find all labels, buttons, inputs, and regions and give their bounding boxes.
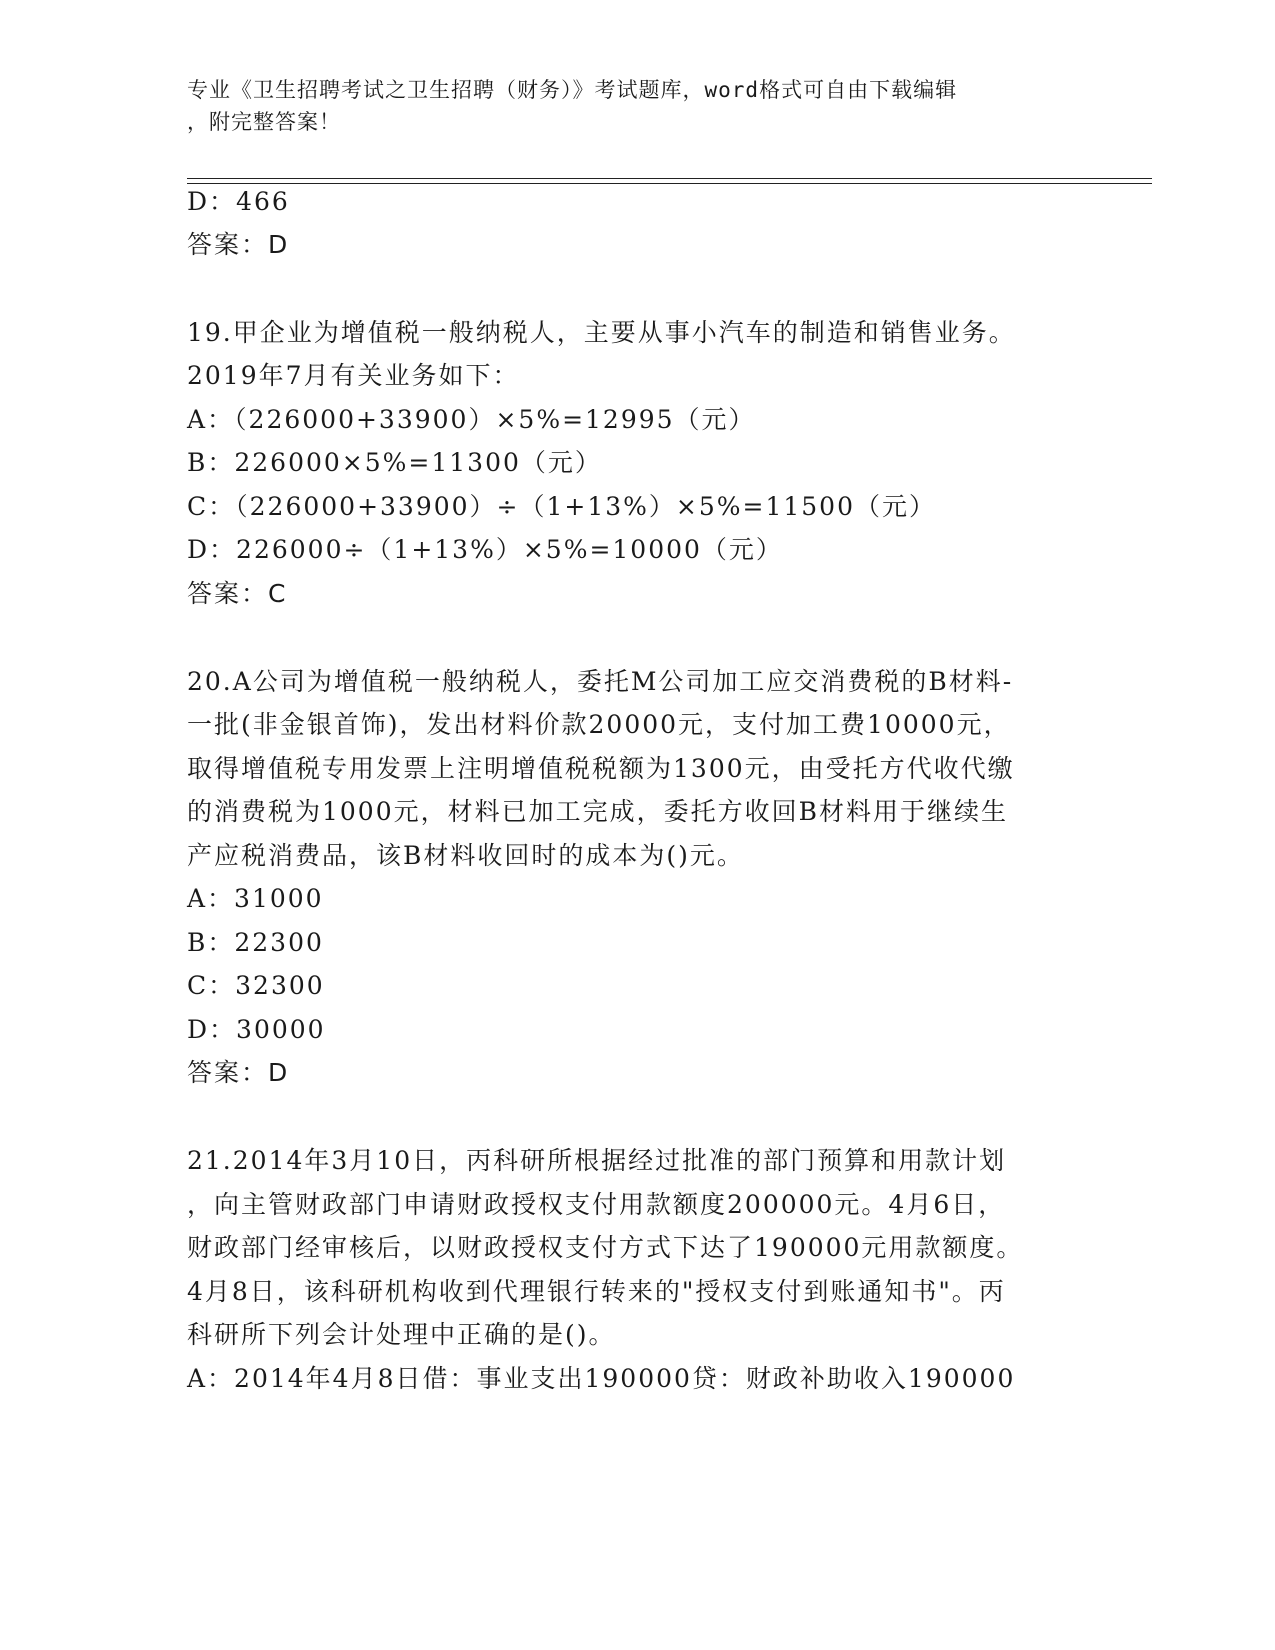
q20-option-a: A：31000 [187, 884, 324, 913]
header-divider-top [187, 178, 1152, 179]
q18-answer: 答案：D [187, 230, 290, 259]
q20-option-b: B：22300 [187, 928, 324, 957]
header-divider-bottom [187, 183, 1152, 184]
q21-stem-line2: ，向主管财政部门申请财政授权支付用款额度200000元。4月6日， [187, 1190, 1006, 1219]
q20-stem-line2: 一批(非金银首饰)，发出材料价款20000元，支付加工费10000元， [187, 710, 1011, 739]
q19-option-d: D：226000÷（1+13%）×5%=10000（元） [187, 535, 783, 564]
q19-answer: 答案：C [187, 579, 288, 608]
header-title-line1: 专业《卫生招聘考试之卫生招聘（财务）》考试题库，word格式可自由下载编辑 [187, 78, 958, 102]
q18-option-d: D：466 [187, 187, 290, 216]
q20-option-c: C：32300 [187, 971, 325, 1000]
q20-stem-line1: 20.A公司为增值税一般纳税人，委托M公司加工应交消费税的B材料- [187, 667, 1014, 696]
q19-option-b: B：226000×5%=11300（元） [187, 448, 602, 477]
q20-answer: 答案：D [187, 1058, 290, 1087]
q20-stem-line4: 的消费税为1000元，材料已加工完成，委托方收回B材料用于继续生 [187, 797, 1008, 826]
document-header [187, 74, 1067, 138]
q19-stem-line2: 2019年7月有关业务如下： [187, 361, 520, 390]
q21-option-a: A：2014年4月8日借：事业支出190000贷：财政补助收入190000 [187, 1364, 1016, 1393]
q20-option-d: D：30000 [187, 1015, 326, 1044]
q21-stem-line3: 财政部门经审核后，以财政授权支付方式下达了190000元用款额度。 [187, 1233, 1024, 1262]
q19-stem-line1: 19.甲企业为增值税一般纳税人，主要从事小汽车的制造和销售业务。 [187, 318, 1016, 347]
q20-stem-line5: 产应税消费品，该B材料收回时的成本为()元。 [187, 841, 744, 870]
q21-stem-line5: 科研所下列会计处理中正确的是()。 [187, 1320, 616, 1349]
q20-stem-line3: 取得增值税专用发票上注明增值税税额为1300元，由受托方代收代缴 [187, 754, 1015, 783]
q21-stem-line1: 21.2014年3月10日，丙科研所根据经过批准的部门预算和用款计划 [187, 1146, 1007, 1175]
q21-stem-line4: 4月8日，该科研机构收到代理银行转来的"授权支付到账通知书"。丙 [187, 1277, 1006, 1306]
q19-option-c: C：（226000+33900）÷（1+13%）×5%=11500（元） [187, 492, 936, 521]
header-title-line2: ，附完整答案！ [187, 110, 341, 134]
q19-option-a: A：（226000+33900）×5%=12995（元） [187, 405, 756, 434]
